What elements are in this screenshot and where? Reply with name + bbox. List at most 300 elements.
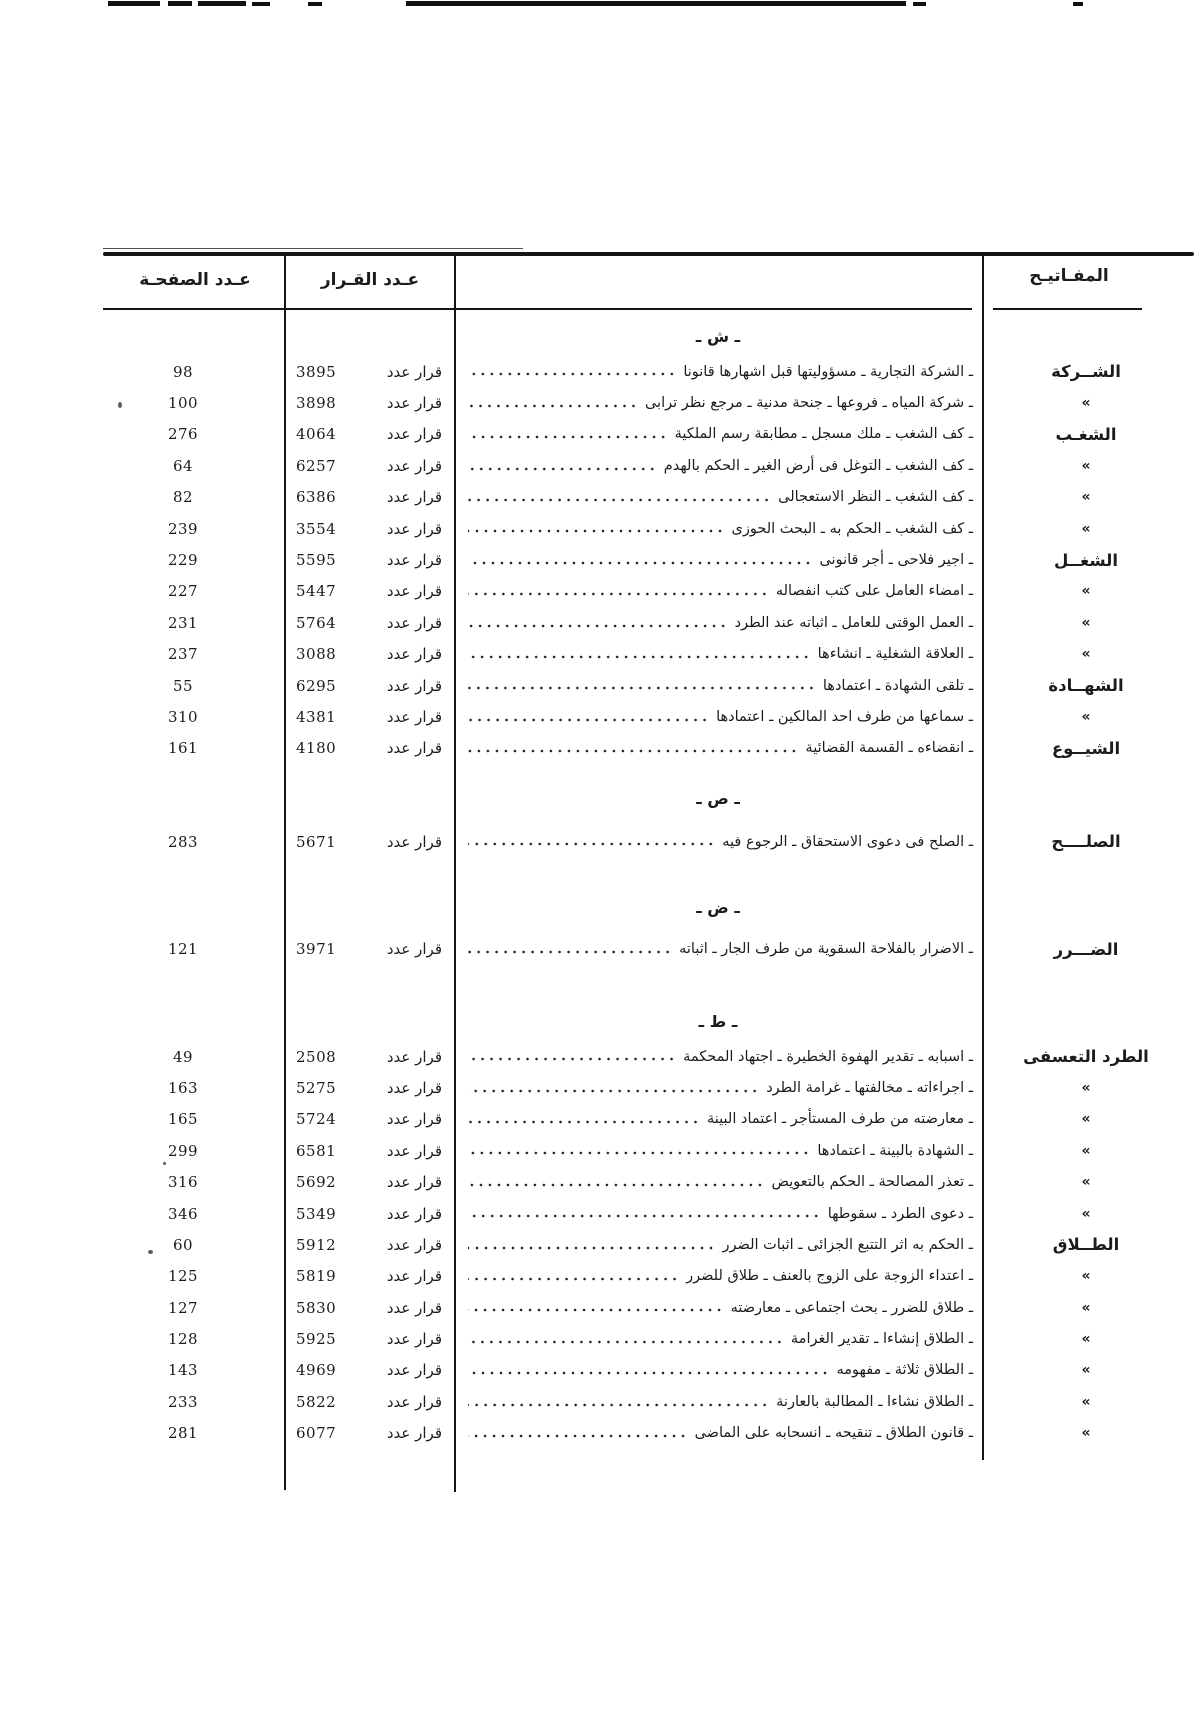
page-number: 121 — [167, 940, 199, 959]
decision-label: قرار عدد — [386, 425, 442, 444]
decision-number: 4969 — [296, 1361, 337, 1380]
page-number-cell — [108, 1166, 258, 1197]
subject-cell — [460, 1072, 976, 1103]
key-cell — [988, 933, 1184, 964]
key-cell — [988, 639, 1184, 670]
key-cell — [988, 1261, 1184, 1292]
decision-label: قرار عدد — [386, 1110, 442, 1129]
decision-cell — [290, 1104, 448, 1135]
decision-cell — [290, 1072, 448, 1103]
decision-number: 4180 — [296, 739, 337, 758]
subject-text: ـ الصلح فى دعوى الاستحقاق ـ الرجوع فيه — [722, 833, 973, 850]
subject-text: ـ كف الشغب ـ الحكم به ـ البحث الحوزى — [731, 520, 973, 537]
decision-label: قرار عدد — [386, 940, 442, 959]
subject-cell — [460, 1104, 976, 1135]
subject-cell — [460, 356, 976, 387]
decision-label: قرار عدد — [386, 519, 442, 538]
page-number-cell — [108, 419, 258, 450]
decision-label: قرار عدد — [386, 456, 442, 475]
key-term: » — [1081, 1268, 1091, 1285]
decision-cell — [290, 933, 448, 964]
index-section — [0, 897, 1194, 964]
dot-leader — [468, 1135, 810, 1166]
key-cell — [988, 482, 1184, 513]
subject-text: ـ العلاقة الشغلية ـ انشاءها — [817, 646, 973, 663]
key-term: » — [1081, 1142, 1091, 1159]
decision-label: قرار عدد — [386, 1078, 442, 1097]
subject-cell — [460, 1198, 976, 1229]
decision-label: قرار عدد — [386, 676, 442, 695]
page-number: 49 — [172, 1047, 194, 1066]
table-row — [0, 1198, 1194, 1229]
decision-number: 5595 — [296, 551, 337, 570]
decision-cell — [290, 482, 448, 513]
key-cell — [988, 1323, 1184, 1354]
decision-label: قرار عدد — [386, 1392, 442, 1411]
key-term: » — [1081, 1111, 1091, 1128]
page-col-header: عـدد الصفحـة — [139, 270, 251, 290]
key-term: » — [1081, 520, 1091, 537]
table-row — [0, 576, 1194, 607]
subject-cell — [460, 826, 976, 857]
dot-leader — [468, 419, 668, 450]
subject-text: ـ الاضرار بالفلاحة السقوية من طرف الجار ـ اثباته — [679, 941, 973, 958]
key-cell — [988, 450, 1184, 481]
page-number: 64 — [172, 456, 194, 475]
subject-cell — [460, 701, 976, 732]
decision-label: قرار عدد — [386, 1047, 442, 1066]
subject-text: ـ طلاق للضرر ـ بحث اجتماعى ـ معارضته — [730, 1299, 973, 1316]
table-row — [0, 670, 1194, 701]
decision-label: قرار عدد — [386, 394, 442, 413]
decision-label: قرار عدد — [386, 707, 442, 726]
decision-cell — [290, 1229, 448, 1260]
table-row — [0, 733, 1194, 764]
header-underline-right — [993, 308, 1142, 310]
decision-number: 5692 — [296, 1173, 337, 1192]
decision-label: قرار عدد — [386, 488, 442, 507]
subject-text: ـ امضاء العامل على كتب انفصاله — [775, 583, 973, 600]
table-row — [0, 826, 1194, 857]
page-number-cell — [108, 1198, 258, 1229]
dot-leader — [468, 1261, 679, 1292]
dot-leader — [468, 1355, 830, 1386]
key-term: » — [1081, 1425, 1091, 1442]
key-term: » — [1081, 1362, 1091, 1379]
table-row — [0, 356, 1194, 387]
page-number-cell — [108, 450, 258, 481]
decision-number: 2508 — [296, 1047, 337, 1066]
decision-number: 3971 — [296, 940, 337, 959]
subject-text: ـ اجير فلاحى ـ أجر قانونى — [819, 552, 973, 569]
key-term: الشغــل — [1054, 550, 1118, 570]
decision-number: 6386 — [296, 488, 337, 507]
dot-leader — [468, 1418, 688, 1449]
page-number-cell — [108, 1072, 258, 1103]
section-letter: ـ ش ـ — [695, 327, 741, 346]
decision-label: قرار عدد — [386, 1235, 442, 1254]
subject-text: ـ الطلاق نشاءا ـ المطالبة بالعارنة — [776, 1393, 973, 1410]
page-number: 227 — [167, 582, 199, 601]
key-cell — [988, 356, 1184, 387]
dot-leader — [468, 1198, 821, 1229]
subject-cell — [460, 607, 976, 638]
decision-number: 5830 — [296, 1298, 337, 1317]
key-term: » — [1081, 1331, 1091, 1348]
key-term: الشغـب — [1055, 424, 1117, 444]
decision-label: قرار عدد — [386, 832, 442, 851]
table-row — [0, 1261, 1194, 1292]
decision-cell — [290, 1261, 448, 1292]
page-number: 100 — [167, 394, 199, 413]
index-section — [0, 326, 1194, 764]
table-row — [0, 701, 1194, 732]
key-cell — [988, 670, 1184, 701]
subject-cell — [460, 1292, 976, 1323]
decision-cell — [290, 1135, 448, 1166]
subject-cell — [460, 733, 976, 764]
decision-number: 6077 — [296, 1424, 337, 1443]
section-letter: ـ ص ـ — [696, 789, 740, 809]
dot-leader — [468, 1323, 784, 1354]
subject-text: ـ الطلاق ثلاثة ـ مفهومه — [836, 1362, 973, 1379]
key-term: الصلــــح — [1051, 832, 1121, 852]
table-row — [0, 1229, 1194, 1260]
page-number: 231 — [167, 613, 199, 632]
page-number-cell — [108, 933, 258, 964]
dot-leader — [468, 1229, 716, 1260]
dot-leader — [468, 544, 812, 575]
decision-number: 3088 — [296, 645, 337, 664]
decision-label: قرار عدد — [386, 645, 442, 664]
scan-artifact-line — [406, 1, 906, 6]
decision-cell — [290, 544, 448, 575]
dot-leader — [468, 482, 771, 513]
table-row — [0, 1104, 1194, 1135]
dot-leader — [468, 701, 709, 732]
subject-cell — [460, 1418, 976, 1449]
decision-number: 4064 — [296, 425, 337, 444]
decision-number: 3898 — [296, 394, 337, 413]
dot-leader — [468, 733, 798, 764]
table-row — [0, 1323, 1194, 1354]
dot-leader — [468, 826, 715, 857]
key-term: » — [1081, 1079, 1091, 1096]
subject-cell — [460, 1135, 976, 1166]
decision-cell — [290, 1292, 448, 1323]
dot-leader — [468, 670, 816, 701]
page-number: 55 — [172, 676, 194, 695]
key-cell — [988, 607, 1184, 638]
decision-label: قرار عدد — [386, 739, 442, 758]
decision-number: 5349 — [296, 1204, 337, 1223]
decision-number: 6581 — [296, 1141, 337, 1160]
index-table-body — [0, 316, 1194, 1449]
decision-label: قرار عدد — [386, 613, 442, 632]
subject-cell — [460, 670, 976, 701]
key-cell — [988, 1418, 1184, 1449]
decision-cell — [290, 450, 448, 481]
page-number: 125 — [167, 1267, 199, 1286]
scan-artifact-line — [913, 2, 926, 6]
page-number-cell — [108, 1386, 258, 1417]
table-row — [0, 450, 1194, 481]
subject-cell — [460, 933, 976, 964]
page-number-cell — [108, 607, 258, 638]
table-row — [0, 419, 1194, 450]
subject-text: ـ اعتداء الزوجة على الزوج بالعنف ـ طلاق للضرر — [686, 1268, 973, 1285]
page-number-cell — [108, 1135, 258, 1166]
dot-leader — [468, 933, 672, 964]
decision-cell — [290, 1323, 448, 1354]
subject-cell — [460, 544, 976, 575]
key-term: الطــلاق — [1052, 1235, 1120, 1255]
scan-artifact-line — [198, 1, 246, 6]
table-row — [0, 1041, 1194, 1072]
key-term: الضـــرر — [1053, 939, 1119, 959]
page-number: 165 — [167, 1110, 199, 1129]
dot-leader — [468, 607, 728, 638]
subject-text: ـ سماعها من طرف احد المالكين ـ اعتمادها — [716, 708, 973, 725]
page-number-cell — [108, 1229, 258, 1260]
table-row — [0, 1418, 1194, 1449]
decision-cell — [290, 639, 448, 670]
dot-leader — [468, 1072, 759, 1103]
table-row — [0, 544, 1194, 575]
decision-number: 5724 — [296, 1110, 337, 1129]
key-term: » — [1081, 1299, 1091, 1316]
decision-cell — [290, 1166, 448, 1197]
decision-number: 6257 — [296, 456, 337, 475]
subject-text: ـ الطلاق إنشاءا ـ تقدير الغرامة — [790, 1331, 973, 1348]
page-number-cell — [108, 1104, 258, 1135]
table-row — [0, 513, 1194, 544]
key-cell — [988, 387, 1184, 418]
table-row — [0, 1386, 1194, 1417]
section-letter: ـ ض ـ — [696, 898, 740, 918]
scan-artifact-line — [308, 2, 322, 6]
dot-leader — [468, 450, 657, 481]
decision-cell — [290, 513, 448, 544]
key-cell — [988, 513, 1184, 544]
dot-leader — [468, 356, 676, 387]
decision-label: قرار عدد — [386, 1267, 442, 1286]
subject-text: ـ الشركة التجارية ـ مسؤوليتها قبل اشهارها قانونا — [683, 363, 973, 380]
table-row — [0, 1072, 1194, 1103]
page-number-cell — [108, 576, 258, 607]
decision-label: قرار عدد — [386, 582, 442, 601]
decision-cell — [290, 576, 448, 607]
key-term: » — [1081, 457, 1091, 474]
page-number: 127 — [167, 1298, 199, 1317]
dot-leader — [468, 1041, 676, 1072]
index-section — [0, 1011, 1194, 1449]
page-number: 233 — [167, 1392, 199, 1411]
dot-leader — [468, 1386, 769, 1417]
decision-label: قرار عدد — [386, 551, 442, 570]
decision-cell — [290, 1355, 448, 1386]
table-row — [0, 387, 1194, 418]
decision-cell — [290, 1386, 448, 1417]
page-number: 299 — [167, 1141, 199, 1160]
page-number: 281 — [167, 1424, 199, 1443]
key-cell — [988, 1229, 1184, 1260]
key-cell — [988, 826, 1184, 857]
page-number-cell — [108, 387, 258, 418]
page-number: 276 — [167, 425, 199, 444]
key-term: الطرد التعسفى — [1023, 1047, 1149, 1067]
page-number: 82 — [172, 488, 194, 507]
page-number: 161 — [167, 739, 199, 758]
key-term: » — [1081, 489, 1091, 506]
scan-artifact-line — [108, 1, 160, 6]
decision-label: قرار عدد — [386, 1173, 442, 1192]
decision-number: 6295 — [296, 676, 337, 695]
key-cell — [988, 544, 1184, 575]
table-row — [0, 1355, 1194, 1386]
dot-leader — [468, 387, 638, 418]
decision-label: قرار عدد — [386, 1424, 442, 1443]
page-number-cell — [108, 639, 258, 670]
table-row — [0, 933, 1194, 964]
index-section — [0, 788, 1194, 857]
key-cell — [988, 419, 1184, 450]
subject-cell — [460, 576, 976, 607]
subject-cell — [460, 1229, 976, 1260]
scan-artifact-line — [252, 2, 270, 6]
decision-label: قرار عدد — [386, 1141, 442, 1160]
decision-number: 5912 — [296, 1235, 337, 1254]
subject-text: ـ الشهادة بالبينة ـ اعتمادها — [817, 1142, 973, 1159]
decision-col-header: عـدد القـرار — [320, 270, 420, 290]
page-number: 163 — [167, 1078, 199, 1097]
page-number-cell — [108, 1292, 258, 1323]
table-row — [0, 1135, 1194, 1166]
key-term: » — [1081, 1174, 1091, 1191]
subject-cell — [460, 450, 976, 481]
decision-number: 3895 — [296, 362, 337, 381]
subject-cell — [460, 1041, 976, 1072]
decision-label: قرار عدد — [386, 362, 442, 381]
key-cell — [988, 1355, 1184, 1386]
decision-number: 4381 — [296, 707, 337, 726]
dot-leader — [468, 513, 725, 544]
decision-number: 5447 — [296, 582, 337, 601]
decision-cell — [290, 356, 448, 387]
subject-text: ـ اسبابه ـ تقدير الهفوة الخطيرة ـ اجتهاد المحكمة — [683, 1048, 973, 1065]
page-number-cell — [108, 826, 258, 857]
key-cell — [988, 576, 1184, 607]
page-number: 60 — [172, 1235, 194, 1254]
decision-number: 5275 — [296, 1078, 337, 1097]
subject-cell — [460, 1386, 976, 1417]
subject-cell — [460, 639, 976, 670]
key-cell — [988, 1198, 1184, 1229]
subject-cell — [460, 1261, 976, 1292]
page-number-cell — [108, 1261, 258, 1292]
key-term: » — [1081, 1205, 1091, 1222]
decision-number: 5925 — [296, 1330, 337, 1349]
page-number-cell — [108, 544, 258, 575]
decision-number: 5819 — [296, 1267, 337, 1286]
page-number: 98 — [172, 362, 194, 381]
decision-cell — [290, 1041, 448, 1072]
subject-text: ـ كف الشغب ـ ملك مسجل ـ مطابقة رسم الملكية — [674, 426, 973, 443]
decision-cell — [290, 670, 448, 701]
section-letter: ـ ط ـ — [698, 1011, 738, 1031]
scan-artifact-line — [1073, 2, 1083, 6]
decision-cell — [290, 1418, 448, 1449]
subject-cell — [460, 1166, 976, 1197]
subject-cell — [460, 419, 976, 450]
key-cell — [988, 701, 1184, 732]
key-cell — [988, 1072, 1184, 1103]
table-row — [0, 1166, 1194, 1197]
page-number-cell — [108, 1041, 258, 1072]
decision-cell — [290, 419, 448, 450]
page-number: 143 — [167, 1361, 199, 1380]
decision-number: 5764 — [296, 613, 337, 632]
decision-label: قرار عدد — [386, 1298, 442, 1317]
page-number-cell — [108, 670, 258, 701]
decision-label: قرار عدد — [386, 1204, 442, 1223]
table-row — [0, 482, 1194, 513]
key-term: الشيــوع — [1051, 738, 1121, 758]
subject-cell — [460, 1355, 976, 1386]
page-number: 283 — [167, 832, 199, 851]
key-term: » — [1081, 614, 1091, 631]
subject-text: ـ كف الشغب ـ التوغل فى أرض الغير ـ الحكم بالهدم — [663, 457, 973, 474]
key-cell — [988, 1386, 1184, 1417]
key-cell — [988, 1041, 1184, 1072]
page-number: 229 — [167, 551, 199, 570]
key-term: » — [1081, 1393, 1091, 1410]
dot-leader — [468, 1104, 700, 1135]
page-number-cell — [108, 482, 258, 513]
decision-cell — [290, 701, 448, 732]
key-cell — [988, 1104, 1184, 1135]
key-cell — [988, 1292, 1184, 1323]
decision-number: 3554 — [296, 519, 337, 538]
page-number-cell — [108, 1323, 258, 1354]
page-number-cell — [108, 733, 258, 764]
header-underline-left — [103, 308, 972, 310]
decision-number: 5671 — [296, 832, 337, 851]
table-row — [0, 1292, 1194, 1323]
key-term: الشــركة — [1051, 362, 1121, 382]
key-term: » — [1081, 646, 1091, 663]
subject-cell — [460, 1323, 976, 1354]
key-term: » — [1081, 583, 1091, 600]
scan-artifact-line — [168, 1, 192, 6]
decision-cell — [290, 733, 448, 764]
page-number: 310 — [167, 707, 199, 726]
decision-label: قرار عدد — [386, 1330, 442, 1349]
page-number: 316 — [167, 1173, 199, 1192]
subject-text: ـ تلقى الشهادة ـ اعتمادها — [822, 677, 973, 694]
page-number: 239 — [167, 519, 199, 538]
subject-text: ـ دعوى الطرد ـ سقوطها — [827, 1205, 973, 1222]
page-number-cell — [108, 1418, 258, 1449]
decision-cell — [290, 1198, 448, 1229]
decision-number: 5822 — [296, 1392, 337, 1411]
decision-label: قرار عدد — [386, 1361, 442, 1380]
subject-text: ـ الحكم به اثر التتبع الجزائى ـ اثبات الضرر — [722, 1236, 973, 1253]
page-number-cell — [108, 701, 258, 732]
key-term: » — [1081, 395, 1091, 412]
page-number-cell — [108, 356, 258, 387]
subject-text: ـ العمل الوقتى للعامل ـ اثباته عند الطرد — [734, 614, 973, 631]
